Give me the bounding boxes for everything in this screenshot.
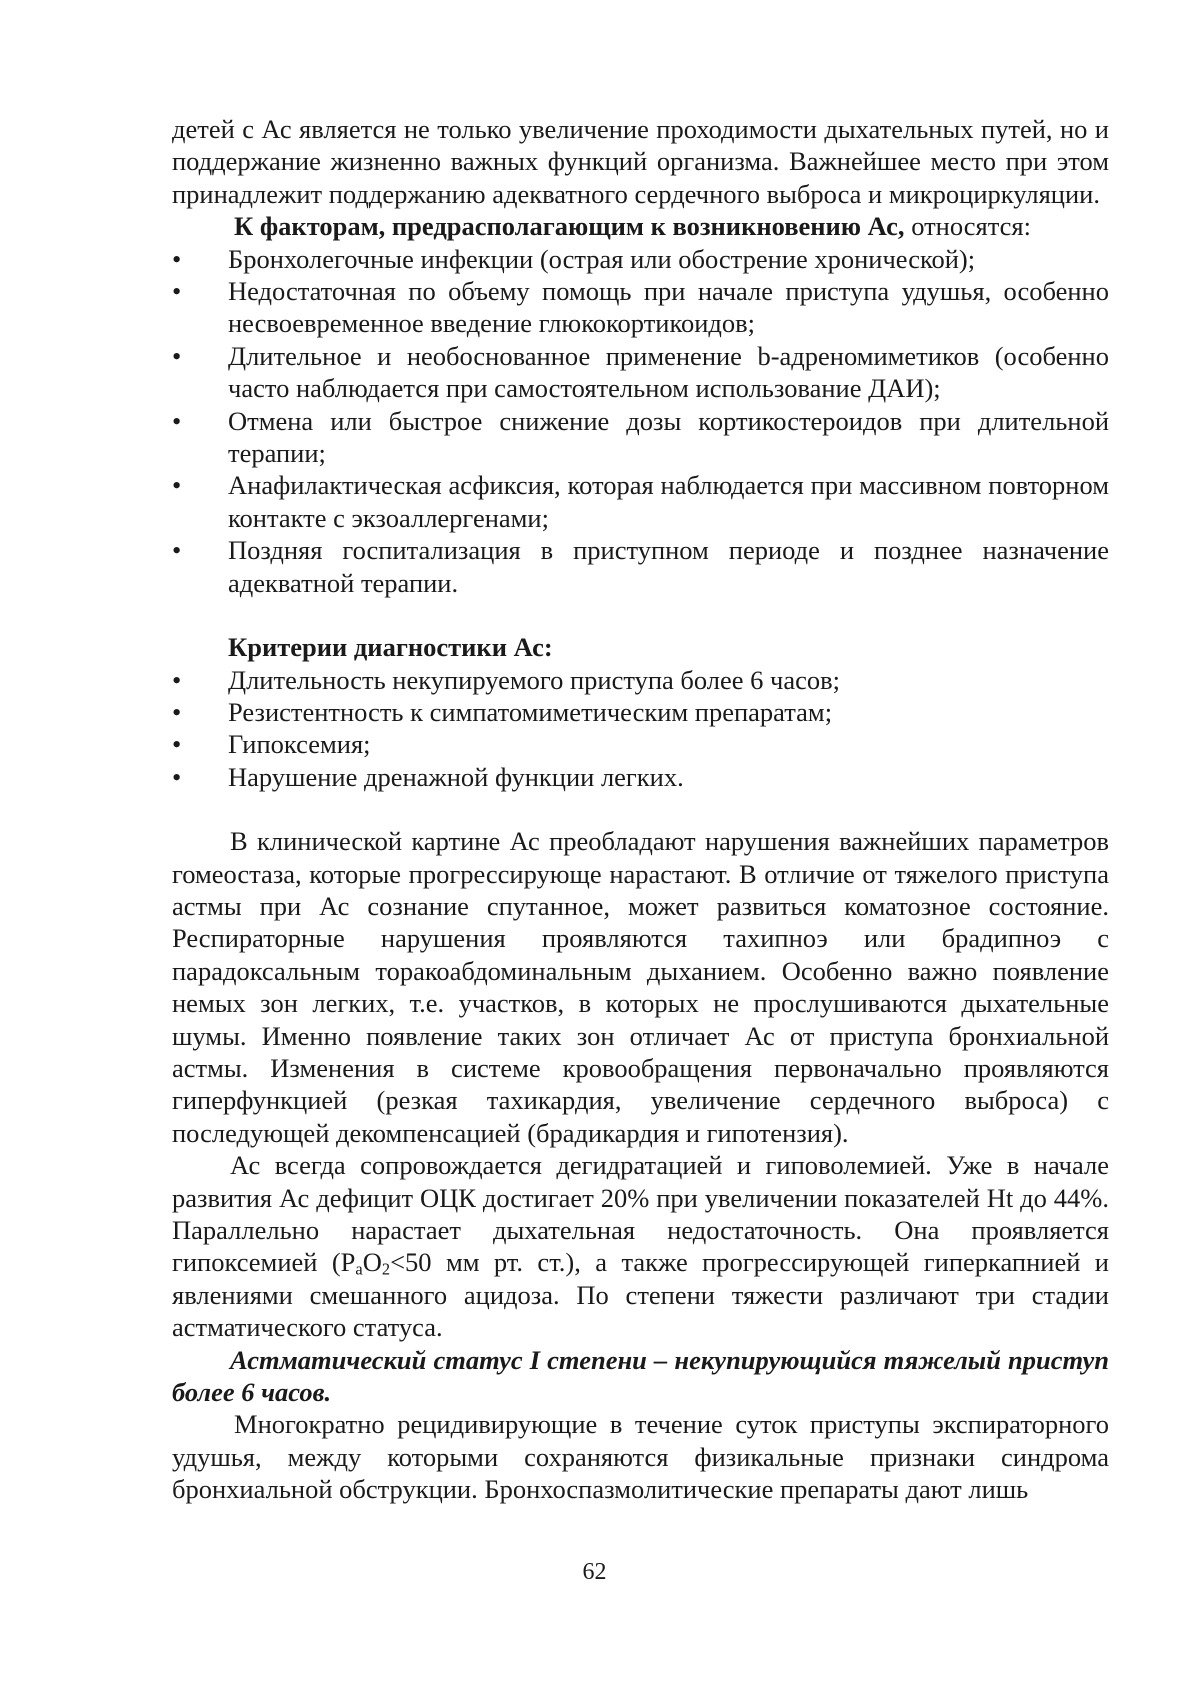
stage1-heading: Астматический статус I степени – некупирующийся тяжелый приступ более 6 часов. bbox=[172, 1344, 1109, 1408]
list-item-text: Отмена или быстрое снижение дозы кортикостероидов при длительной терапии; bbox=[228, 405, 1109, 469]
bullet-icon: • bbox=[172, 340, 182, 371]
page-number: 62 bbox=[582, 1559, 607, 1585]
bullet-icon: • bbox=[172, 276, 182, 307]
list-item-text: Гипоксемия; bbox=[228, 729, 371, 760]
list-item-text: Недостаточная по объему помощь при начале приступа удушья, особенно несвоевременное введение глюкокортикоидов; bbox=[228, 276, 1109, 339]
list-item bbox=[172, 696, 1109, 728]
clinical-paragraph: В клинической картине Ас преобладают нарушения важнейших параметров гомеостаза, которые прогрессирующе нарастают. В отличие от тяжелого приступа астмы при Ас сознание спутанное, может развиться коматозное состояние. Респираторные нарушения проявляются тахипноэ или брадипноэ с парадоксальным торакоабдоминальным дыханием. Особенно важно появление немых зон легких, т.е. участков, в которых не прослушиваются дыхательные шумы. Именно появление таких зон отличает Ас от приступа бронхиальной астмы. Изменения в системе кровообращения первоначально проявляются гиперфункцией (резкая тахикардия, увеличение сердечного выброса) с последующей декомпенсацией (брадикардия и гипотензия). bbox=[172, 826, 1109, 1148]
dehydration-paragraph bbox=[172, 1149, 1109, 1343]
page-body bbox=[172, 113, 1109, 1506]
dehydration-text-start: Ас всегда сопровождается дегидратацией и гиповолемией. Уже в начале развития Ас дефицит ОЦК достигает 20% при увеличении показателей Ht до 44%. Параллельно нарастает дыхательная недостаточность. Она проявляется гипоксемией (P bbox=[172, 1150, 1109, 1278]
criteria-list bbox=[172, 664, 1109, 794]
list-item bbox=[172, 761, 1109, 793]
final-paragraph: Многократно рецидивирующие в течение суток приступы экспираторного удушья, между которыми сохраняются физикальные признаки синдрома бронхиальной обструкции. Бронхоспазмолитические препараты дают лишь bbox=[172, 1409, 1109, 1505]
list-item bbox=[172, 534, 1109, 599]
oxygen-letter: O bbox=[362, 1247, 382, 1278]
list-item bbox=[172, 275, 1109, 340]
list-item-text: Анафилактическая асфиксия, которая наблюдается при массивном повторном контакте с экзоаллергенами; bbox=[228, 470, 1109, 533]
list-item bbox=[172, 243, 1109, 275]
list-item bbox=[172, 340, 1109, 405]
subscript-a: a bbox=[355, 1259, 363, 1279]
bullet-icon: • bbox=[172, 729, 182, 760]
list-item-text: Резистентность к симпатомиметическим препаратам; bbox=[228, 696, 833, 727]
bullet-icon: • bbox=[172, 535, 182, 566]
intro-paragraph: детей с Ас является не только увеличение проходимости дыхательных путей, но и поддержание жизненно важных функций организма. Важнейшее место при этом принадлежит поддержанию адекватного сердечного выброса и микроциркуляции. bbox=[172, 114, 1109, 209]
factors-heading-rest: относятся: bbox=[904, 211, 1031, 242]
bullet-icon: • bbox=[172, 243, 182, 274]
list-item bbox=[172, 728, 1109, 760]
dehydration-text-end: <50 мм рт. ст.), а также прогрессирующей гиперкапнией и явлениями смешанного ацидоза. По степени тяжести различают три стадии астматического статуса. bbox=[172, 1247, 1109, 1343]
factors-list bbox=[172, 243, 1109, 599]
list-item-text: Длительное и необоснованное применение b-адреномиметиков (особенно часто наблюдается при самостоятельном использование ДАИ); bbox=[228, 340, 1109, 404]
criteria-heading: Критерии диагностики Ас: bbox=[228, 632, 553, 663]
bullet-icon: • bbox=[172, 761, 182, 792]
bullet-icon: • bbox=[172, 664, 182, 695]
list-item bbox=[172, 469, 1109, 534]
spacer bbox=[172, 793, 1109, 825]
factors-heading-bold: К факторам, предрасполагающим к возникновению Ас, bbox=[234, 211, 905, 242]
list-item bbox=[172, 405, 1109, 470]
list-item-text: Нарушение дренажной функции легких. bbox=[228, 761, 684, 792]
list-item-text: Длительность некупируемого приступа более 6 часов; bbox=[228, 664, 841, 695]
list-item bbox=[172, 664, 1109, 696]
subscript-2: 2 bbox=[381, 1259, 391, 1279]
spacer bbox=[172, 599, 1109, 631]
bullet-icon: • bbox=[172, 696, 182, 727]
list-item-text: Поздняя госпитализация в приступном периоде и позднее назначение адекватной терапии. bbox=[228, 535, 1109, 598]
list-item-text: Бронхолегочные инфекции (острая или обострение хронической); bbox=[228, 243, 976, 274]
bullet-icon: • bbox=[172, 470, 182, 501]
factors-heading bbox=[172, 210, 1109, 242]
bullet-icon: • bbox=[172, 405, 182, 436]
